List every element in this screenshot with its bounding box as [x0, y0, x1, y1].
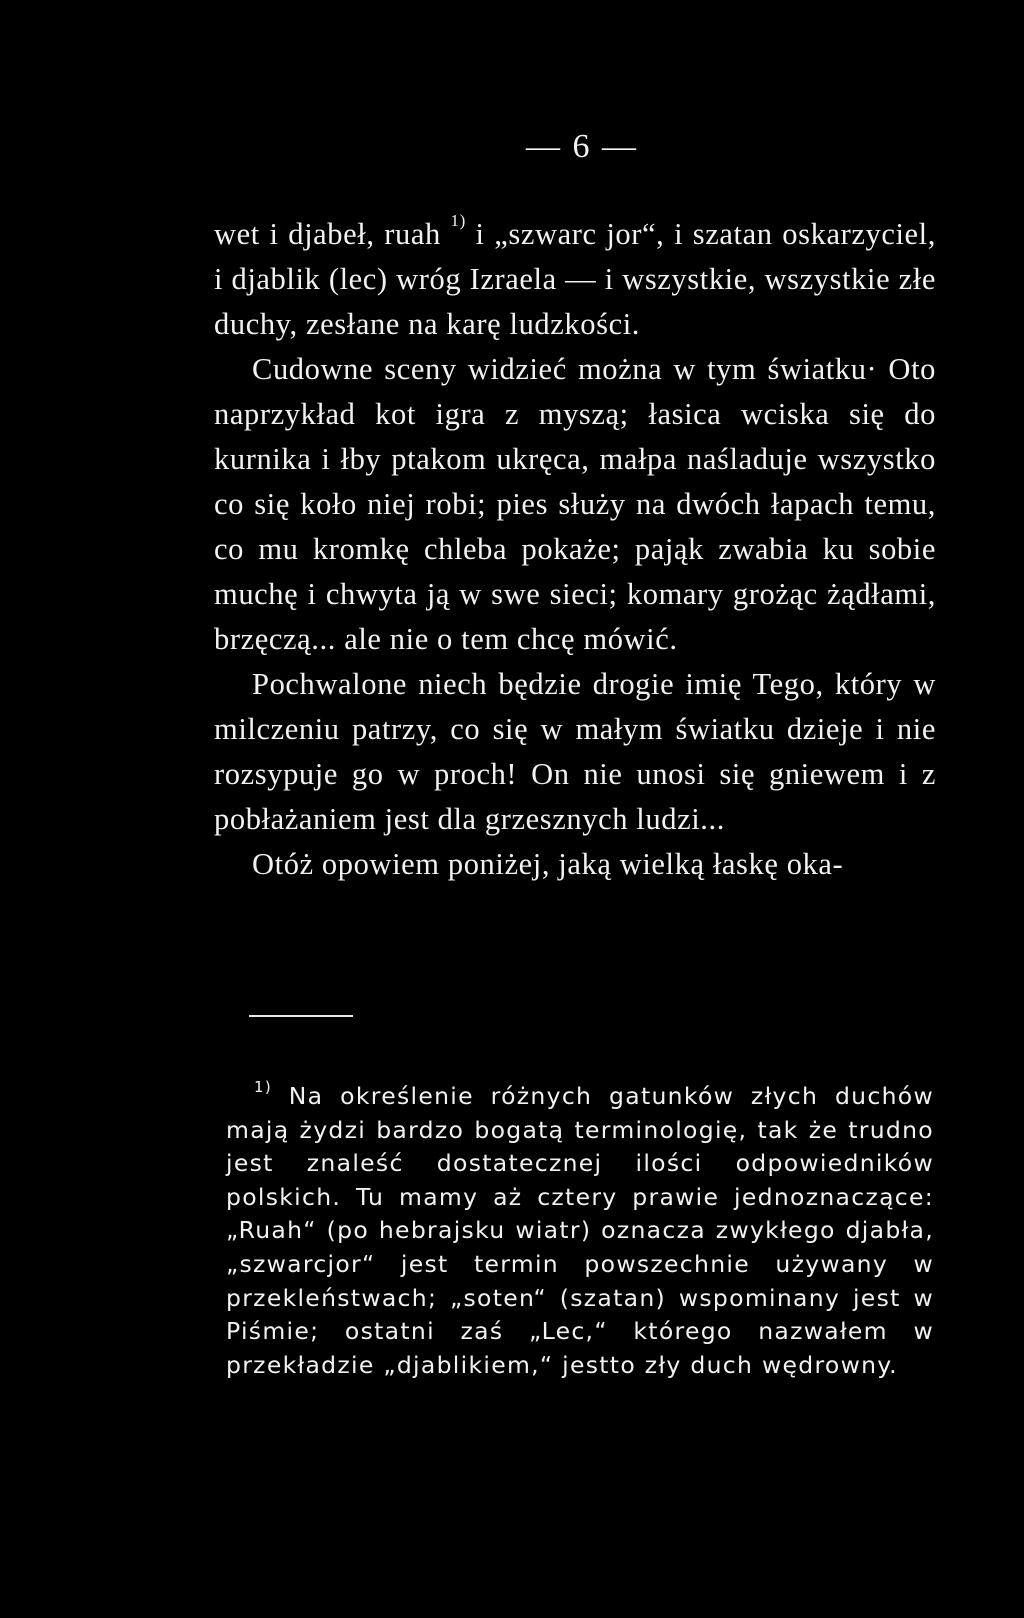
paragraph-4: Otóż opowiem poniżej, jaką wielką łaskę oka-	[252, 847, 844, 881]
footnote	[226, 1080, 934, 1382]
footnote-marker: 1)	[254, 1078, 272, 1096]
footnote-divider	[249, 1015, 353, 1017]
main-text	[214, 212, 936, 887]
footnote-text: Na określenie różnych gatunków złych duchów mają żydzi bardzo bogatą terminologię, tak że trudno jest znaleść dostatecznej ilości odpowiedników polskich. Tu mamy aż cztery prawie jednoznaczące: „Ruah“ (po hebrajsku wiatr) oznacza zwykłego djabła, „szwarcjor“ jest termin powszechnie używany w przekleństwach; „soten“ (szatan) wspominany jest w Piśmie; ostatni zaś „Lec,“ którego nazwałem w przekładzie „djablikiem,“ jestto zły duch wędrowny.	[226, 1082, 934, 1379]
paragraph-1-rest: i „szwarc jor“, i szatan oskarzyciel, i djablik (lec) wróg Izraela — i wszystkie, wszystkie złe duchy, zesłane na karę ludzkości.	[214, 217, 936, 341]
paragraph-3: Pochwalone niech będzie drogie imię Tego, który w milczeniu patrzy, co się w małym światku dzieje i nie rozsypuje go w proch! On nie unosi się gniewem i z pobłażaniem jest dla grzesznych ludzi...	[214, 667, 936, 836]
paragraph-1	[214, 212, 936, 347]
paragraph-1-start: wet i djabeł, ruah	[214, 217, 451, 251]
footnote-reference: 1)	[450, 211, 466, 230]
page-number: — 6 —	[526, 128, 638, 165]
paragraph-2: Cudowne sceny widzieć można w tym światku· Oto naprzykład kot igra z myszą; łasica wciska się do kurnika i łby ptakom ukręca, małpa naśladuje wszystko co się koło niej robi; pies służy na dwóch łapach temu, co mu kromkę chleba pokaże; pająk zwabia ku sobie muchę i chwyta ją w swe sieci; komary grożąc żądłami, brzęczą... ale nie o tem chcę mówić.	[214, 352, 936, 656]
